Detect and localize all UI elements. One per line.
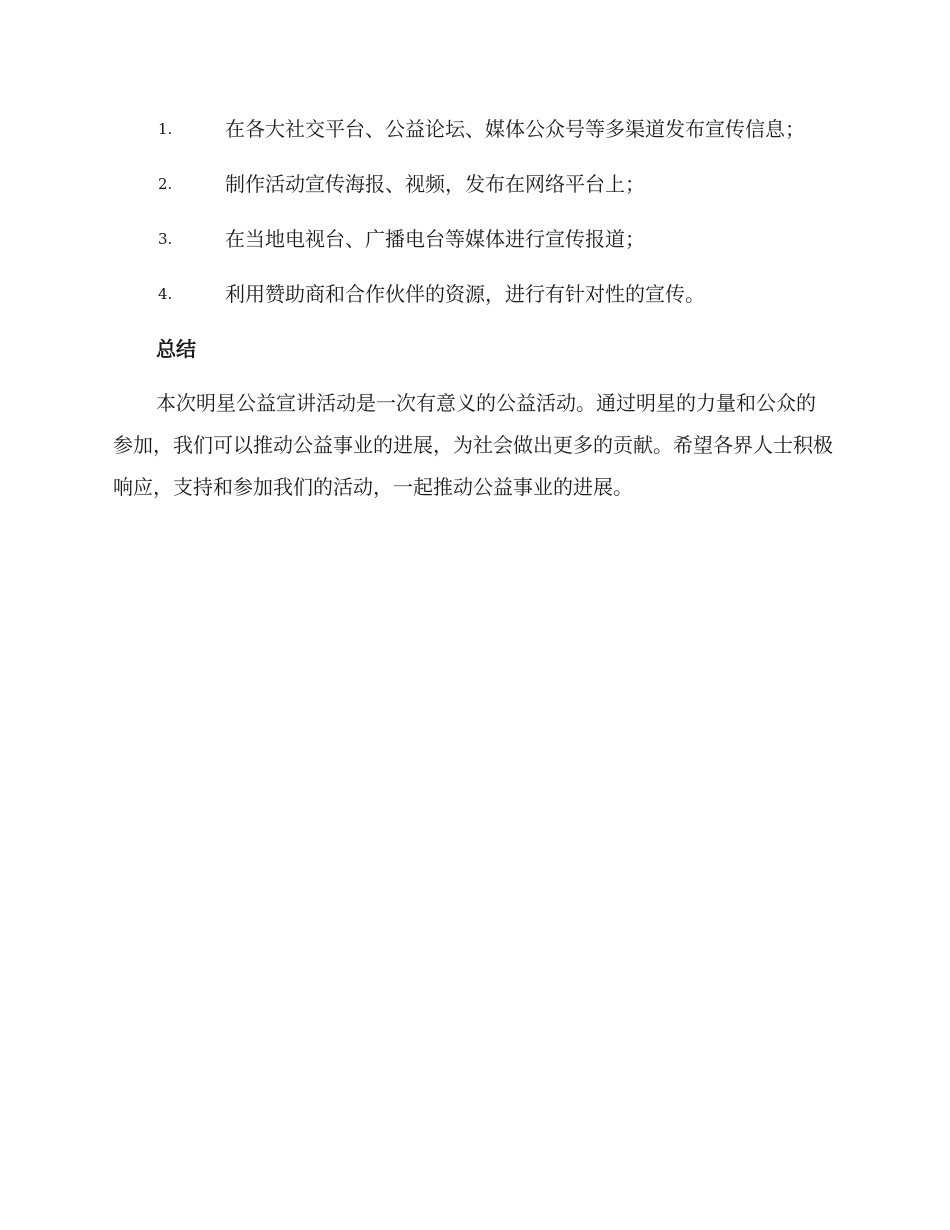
list-item-number: 4. [158, 285, 173, 303]
list-item [113, 163, 835, 205]
list-item-number: 1. [158, 120, 173, 138]
summary-paragraph: 本次明星公益宣讲活动是一次有意义的公益活动。通过明星的力量和公众的参加，我们可以推动公益事业的进展，为社会做出更多的贡献。希望各界人士积极响应，支持和参加我们的活动，一起推动公益事业的进展。 [113, 391, 833, 499]
list-item-text: 利用赞助商和合作伙伴的资源，进行有针对性的宣传。 [225, 282, 705, 306]
list-item-text: 制作活动宣传海报、视频，发布在网络平台上； [225, 172, 645, 196]
promotion-list [113, 108, 835, 315]
list-item-number: 3. [158, 230, 173, 248]
list-item [113, 273, 835, 315]
list-item-text: 在当地电视台、广播电台等媒体进行宣传报道； [225, 227, 645, 251]
list-item-number: 2. [158, 175, 173, 193]
summary-heading: 总结 [156, 337, 196, 361]
list-item [113, 108, 835, 150]
list-item [113, 218, 835, 260]
document-page [113, 108, 835, 508]
list-item-text: 在各大社交平台、公益论坛、媒体公众号等多渠道发布宣传信息； [225, 117, 805, 141]
